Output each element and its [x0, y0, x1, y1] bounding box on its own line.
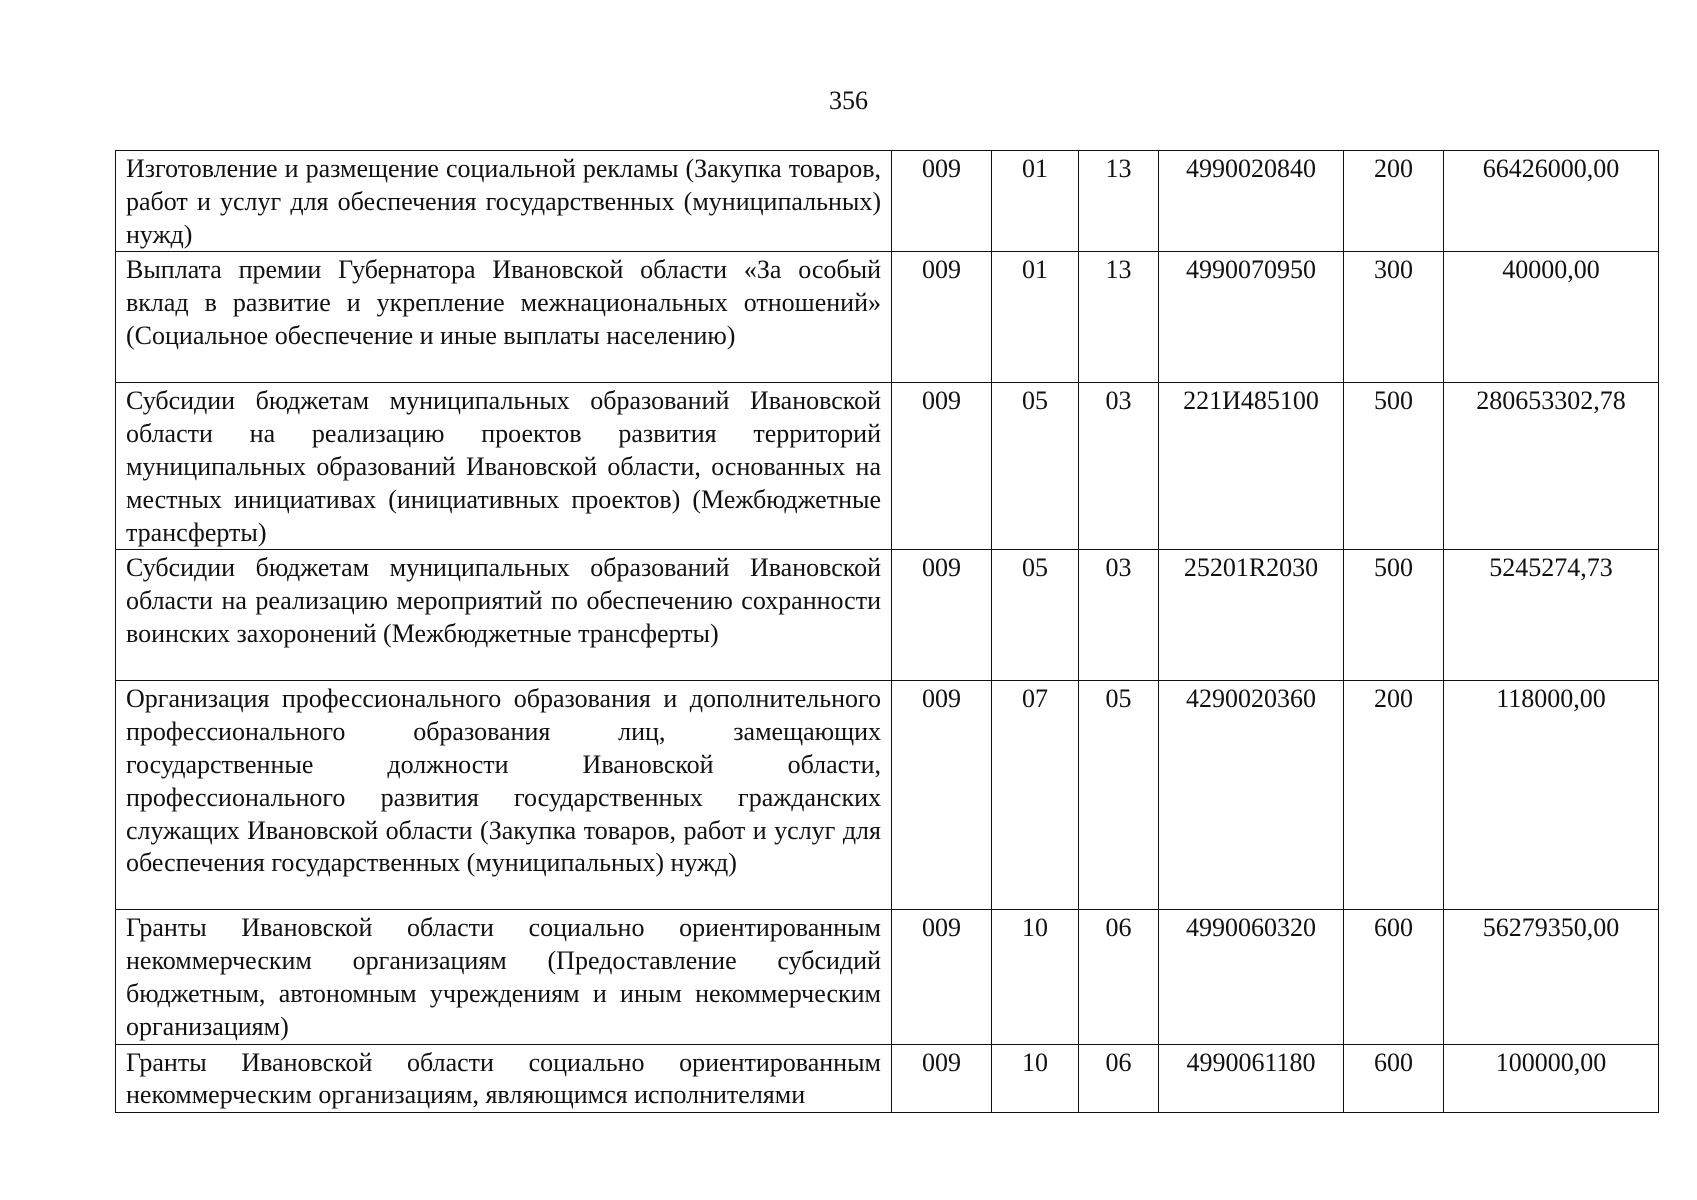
section-code: 01 — [992, 252, 1079, 383]
budget-table — [115, 150, 1659, 1113]
expense-type-code: 500 — [1344, 383, 1444, 550]
expense-description: Субсидии бюджетам муниципальных образований Ивановской области на реализацию проектов развития территорий муниципальных образований Ивановской области, основанных на местных инициативах (инициативных проектов) (Межбюджетные трансферты) — [116, 383, 892, 550]
table-row — [116, 151, 1659, 252]
table-row — [116, 910, 1659, 1044]
amount: 5245274,73 — [1444, 550, 1659, 681]
expense-description: Выплата премии Губернатора Ивановской области «За особый вклад в развитие и укрепление межнациональных отношений» (Социальное обеспечение и иные выплаты населению) — [116, 252, 892, 383]
ministry-code: 009 — [892, 681, 992, 910]
table-row — [116, 252, 1659, 383]
section-code: 10 — [992, 1044, 1079, 1113]
ministry-code: 009 — [892, 1044, 992, 1113]
target-article-code: 4990060320 — [1159, 910, 1344, 1044]
subsection-code: 06 — [1079, 910, 1159, 1044]
table-row — [116, 681, 1659, 910]
subsection-code: 03 — [1079, 550, 1159, 681]
expense-type-code: 500 — [1344, 550, 1444, 681]
table-row — [116, 1044, 1659, 1113]
section-code: 07 — [992, 681, 1079, 910]
expense-type-code: 600 — [1344, 910, 1444, 1044]
ministry-code: 009 — [892, 910, 992, 1044]
amount: 280653302,78 — [1444, 383, 1659, 550]
table-row — [116, 383, 1659, 550]
expense-type-code: 600 — [1344, 1044, 1444, 1113]
subsection-code: 13 — [1079, 151, 1159, 252]
expense-type-code: 200 — [1344, 681, 1444, 910]
amount: 40000,00 — [1444, 252, 1659, 383]
expense-description: Субсидии бюджетам муниципальных образований Ивановской области на реализацию мероприятий по обеспечению сохранности воинских захоронений (Межбюджетные трансферты) — [116, 550, 892, 681]
subsection-code: 13 — [1079, 252, 1159, 383]
expense-type-code: 300 — [1344, 252, 1444, 383]
expense-type-code: 200 — [1344, 151, 1444, 252]
ministry-code: 009 — [892, 383, 992, 550]
target-article-code: 221И485100 — [1159, 383, 1344, 550]
amount: 118000,00 — [1444, 681, 1659, 910]
section-code: 05 — [992, 383, 1079, 550]
target-article-code: 4990061180 — [1159, 1044, 1344, 1113]
page-number: 356 — [829, 86, 868, 115]
expense-description: Гранты Ивановской области социально ориентированным некоммерческим организациям (Предоставление субсидий бюджетным, автономным учреждениям и иным некоммерческим организациям) — [116, 910, 892, 1044]
ministry-code: 009 — [892, 252, 992, 383]
subsection-code: 03 — [1079, 383, 1159, 550]
amount: 56279350,00 — [1444, 910, 1659, 1044]
target-article-code: 4990070950 — [1159, 252, 1344, 383]
target-article-code: 25201R2030 — [1159, 550, 1344, 681]
subsection-code: 05 — [1079, 681, 1159, 910]
target-article-code: 4990020840 — [1159, 151, 1344, 252]
subsection-code: 06 — [1079, 1044, 1159, 1113]
expense-description: Организация профессионального образования и дополнительного профессионального образования лиц, замещающих государственные должности Ивановской области, профессионального развития государственных гражданских служащих Ивановской области (Закупка товаров, работ и услуг для обеспечения государственных (муниципальных) нужд) — [116, 681, 892, 910]
ministry-code: 009 — [892, 550, 992, 681]
ministry-code: 009 — [892, 151, 992, 252]
amount: 100000,00 — [1444, 1044, 1659, 1113]
section-code: 05 — [992, 550, 1079, 681]
amount: 66426000,00 — [1444, 151, 1659, 252]
section-code: 01 — [992, 151, 1079, 252]
expense-description: Гранты Ивановской области социально ориентированным некоммерческим организациям, являющимся исполнителями — [116, 1044, 892, 1113]
section-code: 10 — [992, 910, 1079, 1044]
expense-description: Изготовление и размещение социальной рекламы (Закупка товаров, работ и услуг для обеспечения государственных (муниципальных) нужд) — [116, 151, 892, 252]
table-row — [116, 550, 1659, 681]
target-article-code: 4290020360 — [1159, 681, 1344, 910]
